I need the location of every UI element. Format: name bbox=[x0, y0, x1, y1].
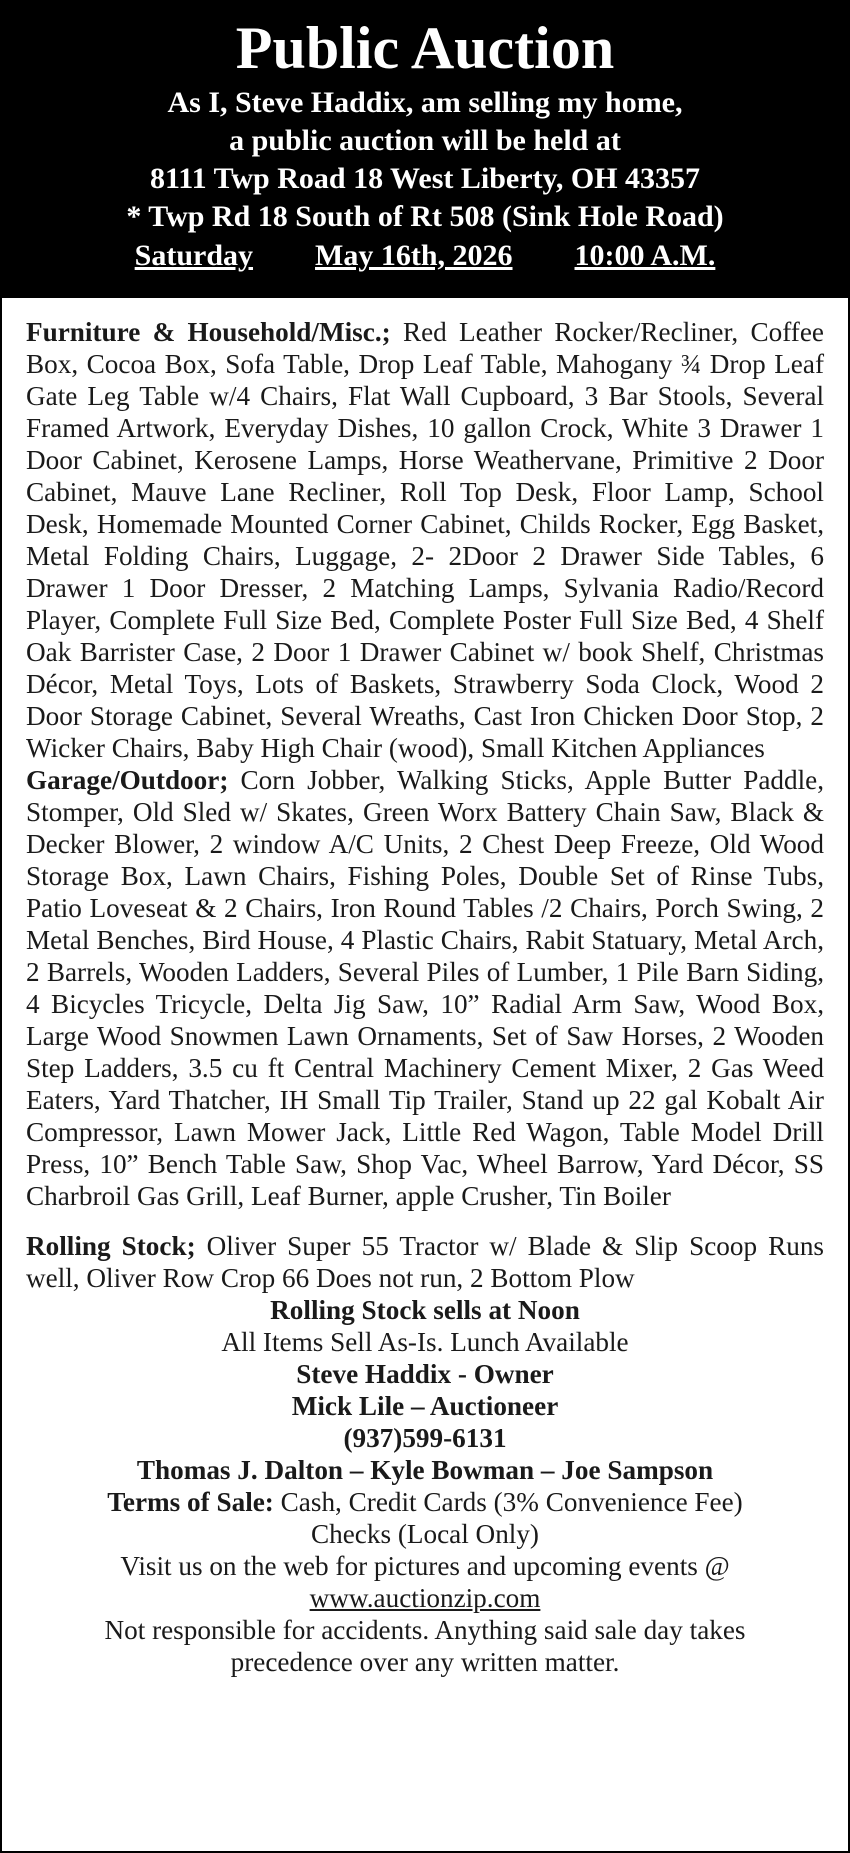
address-line: 8111 Twp Road 18 West Liberty, OH 43357 bbox=[149, 162, 701, 195]
sale-date: May 16th, 2026 bbox=[315, 239, 513, 272]
section-spacer bbox=[26, 1212, 824, 1230]
staff-line: Thomas J. Dalton – Kyle Bowman – Joe Sampson bbox=[136, 1455, 714, 1485]
ad-body bbox=[2, 298, 848, 1678]
as-is-note: All Items Sell As-Is. Lunch Available bbox=[221, 1327, 629, 1357]
visit-line: Visit us on the web for pictures and upcoming events @ bbox=[120, 1551, 730, 1581]
garage-items: Corn Jobber, Walking Sticks, Apple Butter Paddle, Stomper, Old Sled w/ Skates, Green Worx Battery Chain Saw, Black & Decker Blower, 2 window A/C Units, 2 Chest Deep Freeze, Old Wood Storage Box, Lawn Chairs, Fishing Poles, Double Set of Rinse Tubs, Patio Loveseat & 2 Chairs, Iron Round Tables /2 Chairs, Porch Swing, 2 Metal Benches, Bird House, 4 Plastic Chairs, Rabit Statuary, Metal Arch, 2 Barrels, Wooden Ladders, Several Piles of Lumber, 1 Pile Barn Siding, 4 Bicycles Tricycle, Delta Jig Saw, 10” Radial Arm Saw, Wood Box, Large Wood Snowmen Lawn Ornaments, Set of Saw Horses, 2 Wooden Step Ladders, 3.5 cu ft Central Machinery Cement Mixer, 2 Gas Weed Eaters, Yard Thatcher, IH Small Tip Trailer, Stand up 22 gal Kobalt Air Compressor, Lawn Mower Jack, Little Red Wagon, Table Model Drill Press, 10” Bench Table Saw, Shop Vac, Wheel Barrow, Yard Décor, SS Charbroil Gas Grill, Leaf Burner, apple Crusher, Tin Boiler bbox=[26, 765, 824, 1211]
terms-text: Cash, Credit Cards (3% Convenience Fee) bbox=[273, 1487, 743, 1517]
sale-time: 10:00 A.M. bbox=[574, 239, 716, 272]
sale-date-line bbox=[12, 236, 838, 276]
ad-footer bbox=[26, 1294, 824, 1678]
rolling-note: Rolling Stock sells at Noon bbox=[270, 1295, 580, 1325]
disclaimer-line: Not responsible for accidents. Anything said sale day takes bbox=[104, 1615, 746, 1645]
intro-line: a public auction will be held at bbox=[229, 124, 621, 157]
terms-line bbox=[26, 1486, 824, 1518]
directions-line: * Twp Rd 18 South of Rt 508 (Sink Hole Road) bbox=[126, 200, 724, 233]
phone-number: (937)599-6131 bbox=[343, 1423, 507, 1453]
rolling-items: Oliver Super 55 Tractor w/ Blade & Slip Scoop Runs well, Oliver Row Crop 66 Does not run, 2 Bottom Plow bbox=[26, 1231, 824, 1293]
furniture-section bbox=[26, 316, 824, 764]
sale-day: Saturday bbox=[134, 239, 254, 272]
furniture-heading: Furniture & Household/Misc.; bbox=[26, 317, 391, 347]
intro-line: As I, Steve Haddix, am selling my home, bbox=[167, 86, 683, 119]
terms-label: Terms of Sale: bbox=[107, 1487, 274, 1517]
ad-header bbox=[2, 2, 848, 298]
furniture-items: Red Leather Rocker/Recliner, Coffee Box, Cocoa Box, Sofa Table, Drop Leaf Table, Mahogany ¾ Drop Leaf Gate Leg Table w/4 Chairs, Flat Wall Cupboard, 3 Bar Stools, Several Framed Artwork, Everyday Dishes, 10 gallon Crock, White 3 Drawer 1 Door Cabinet, Kerosene Lamps, Horse Weathervane, Primitive 2 Door Cabinet, Mauve Lane Recliner, Roll Top Desk, Floor Lamp, School Desk, Homemade Mounted Corner Cabinet, Childs Rocker, Egg Basket, Metal Folding Chairs, Luggage, 2- 2Door 2 Drawer Side Tables, 6 Drawer 1 Door Dresser, 2 Matching Lamps, Sylvania Radio/Record Player, Complete Full Size Bed, Complete Poster Full Size Bed, 4 Shelf Oak Barrister Case, 2 Door 1 Drawer Cabinet w/ book Shelf, Christmas Décor, Metal Toys, Lots of Baskets, Strawberry Soda Clock, Wood 2 Door Storage Cabinet, Several Wreaths, Cast Iron Chicken Door Stop, 2 Wicker Chairs, Baby High Chair (wood), Small Kitchen Appliances bbox=[26, 317, 824, 763]
owner-line: Steve Haddix - Owner bbox=[296, 1359, 554, 1389]
checks-line: Checks (Local Only) bbox=[310, 1519, 539, 1549]
auctioneer-line: Mick Lile – Auctioneer bbox=[291, 1391, 559, 1421]
garage-section bbox=[26, 764, 824, 1212]
garage-heading: Garage/Outdoor; bbox=[26, 765, 229, 795]
disclaimer-line: precedence over any written matter. bbox=[230, 1647, 620, 1677]
rolling-heading: Rolling Stock; bbox=[26, 1231, 196, 1261]
website-link[interactable]: www.auctionzip.com bbox=[309, 1583, 541, 1613]
rolling-section bbox=[26, 1230, 824, 1294]
ad-title: Public Auction bbox=[235, 15, 615, 81]
